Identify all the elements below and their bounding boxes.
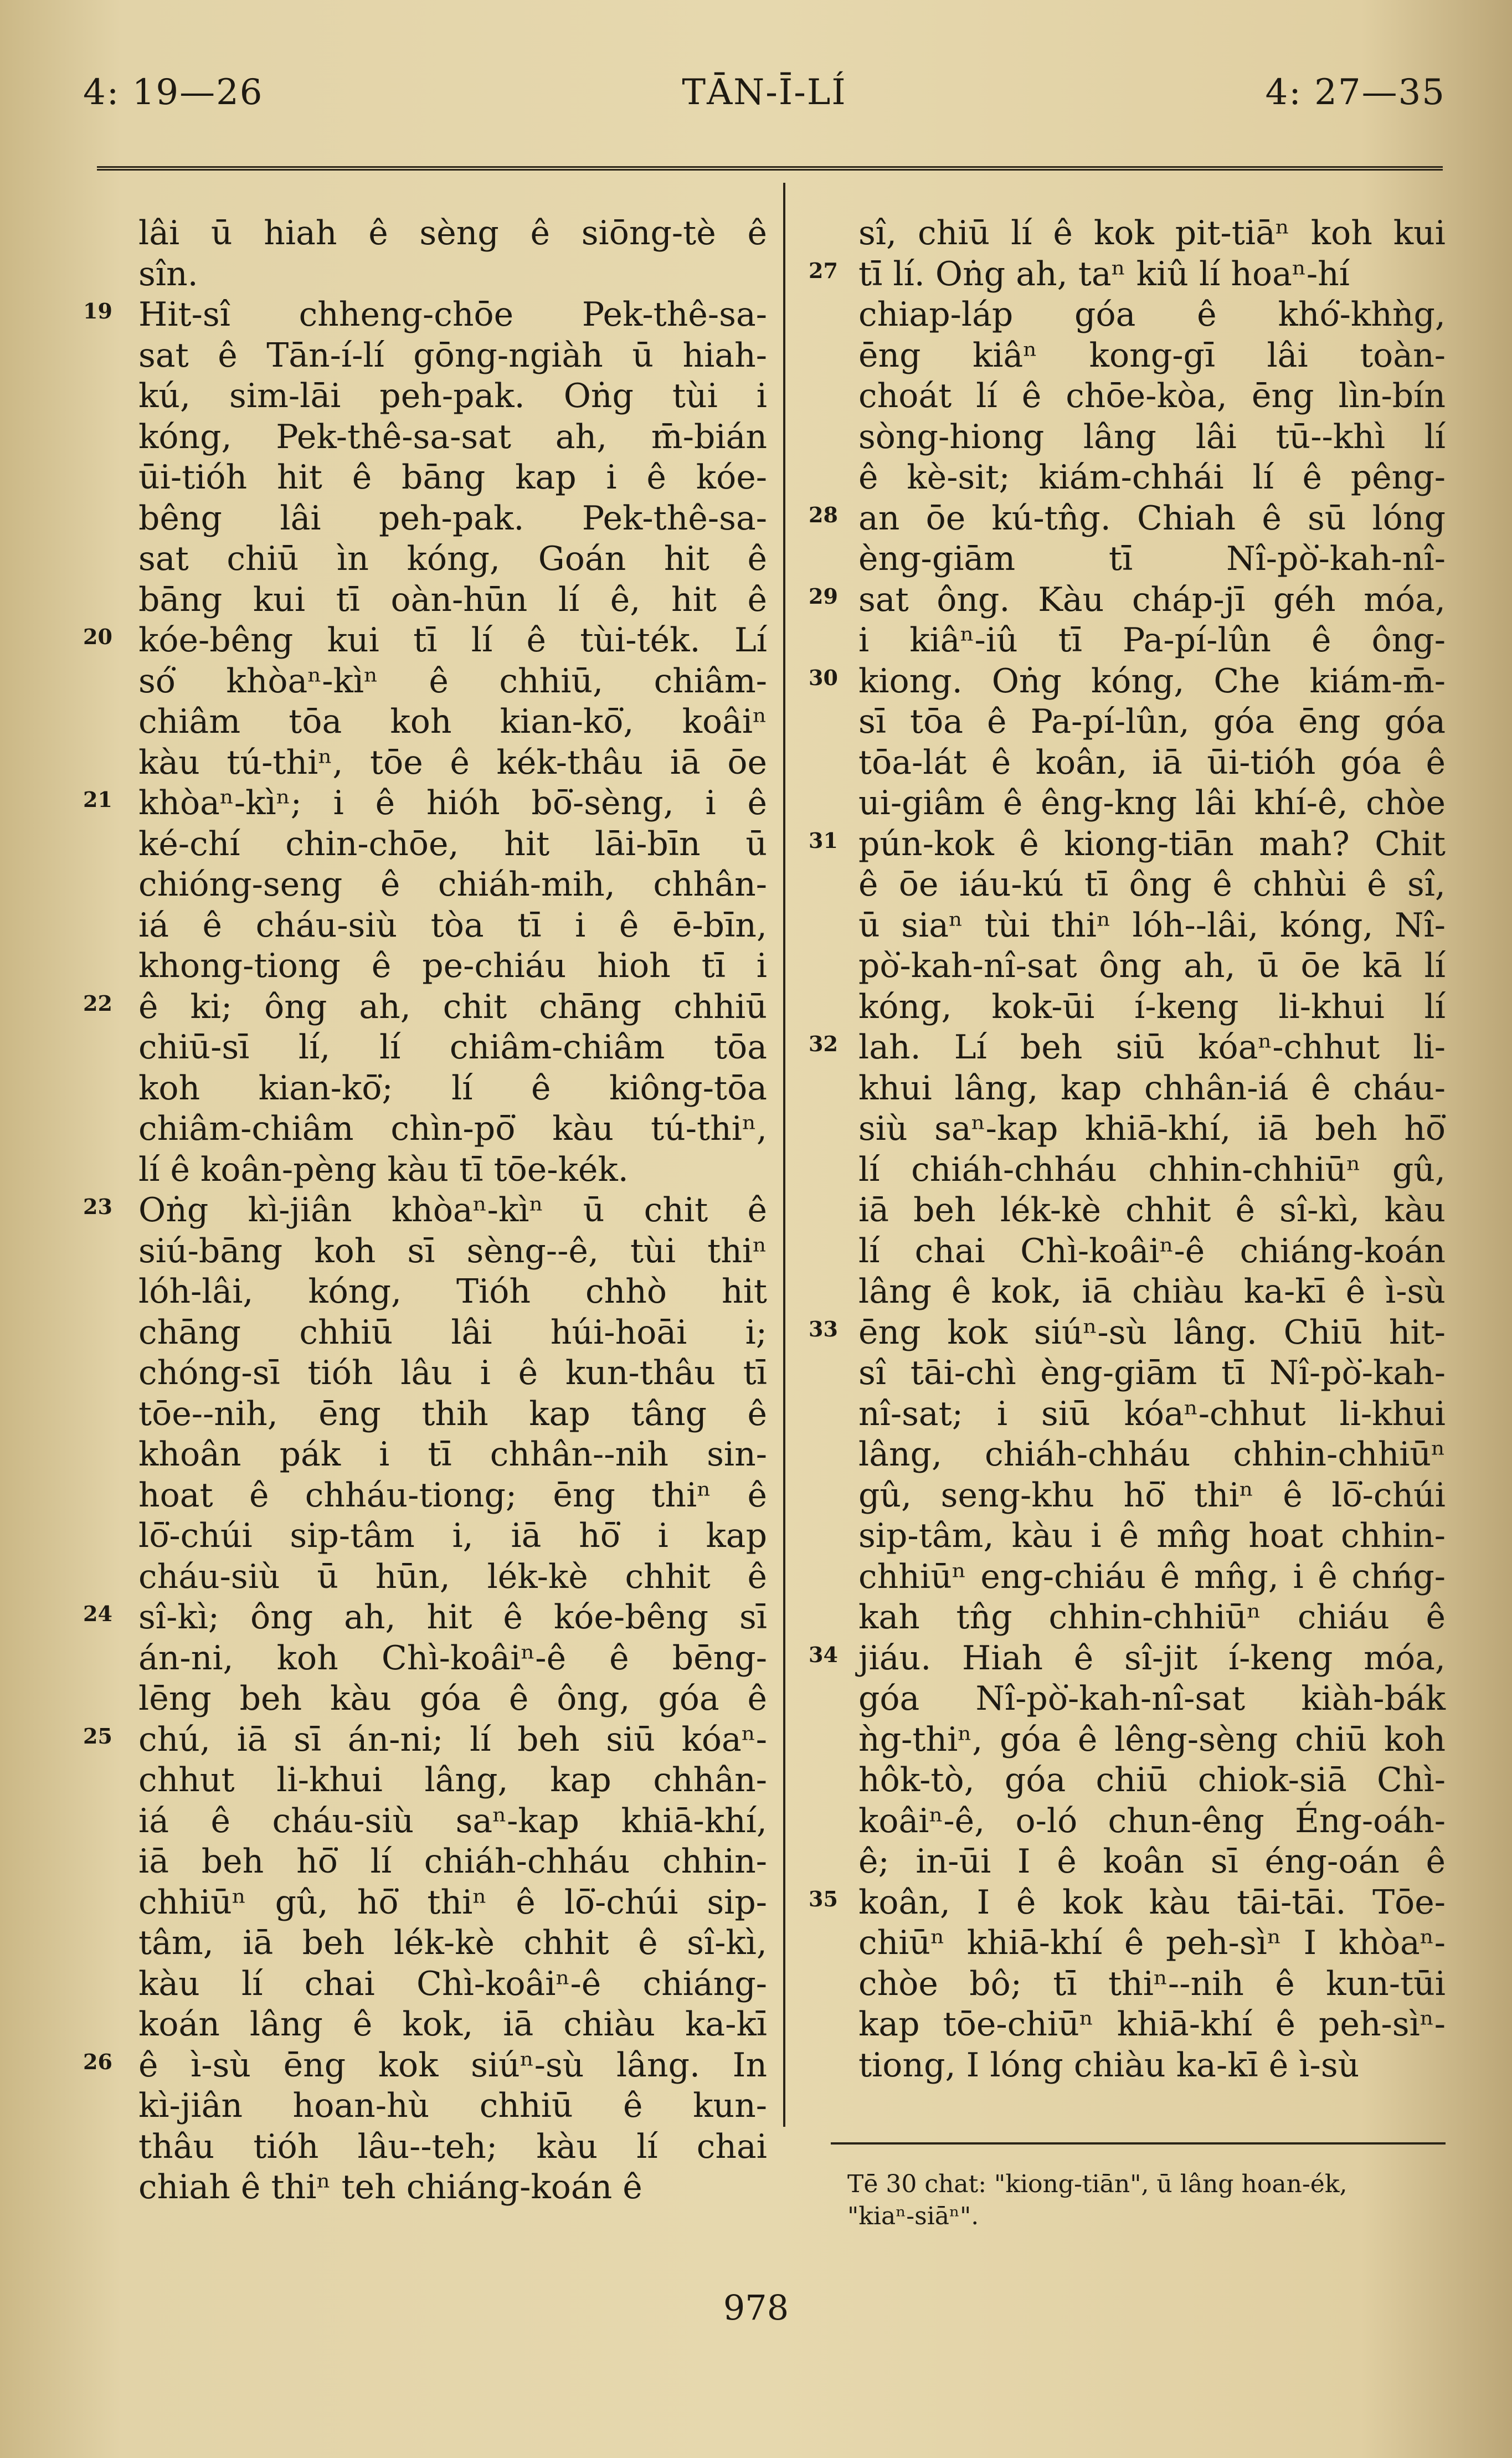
text-line — [138, 1557, 767, 1598]
header-right-range: 4: 27—35 — [1265, 72, 1446, 113]
footnote-line: Tē 30 chat: "kiong-tiān", ū lâng hoan-ék, — [847, 2170, 1348, 2198]
line-text: ê ki; ông ah, chit chāng chhiū — [138, 987, 767, 1026]
verse-number: 20 — [83, 624, 112, 649]
text-line — [138, 1760, 767, 1801]
line-text: tiong, I lóng chiàu ka-kī ê ì-sù — [858, 2045, 1360, 2085]
text-line — [858, 2004, 1446, 2045]
column-divider — [783, 183, 785, 2127]
line-text: lâng, chiáh-chháu chhin-chhiūⁿ — [858, 1435, 1446, 1474]
line-text: koân, I ê kok kàu tāi-tāi. Tōe- — [858, 1883, 1446, 1922]
verse-number: 24 — [83, 1601, 112, 1626]
text-line — [858, 1720, 1446, 1761]
line-text: ūi-tióh hit ê bāng kap i ê kóe- — [138, 458, 767, 497]
text-line — [83, 1720, 767, 1761]
text-line — [138, 865, 767, 906]
line-text: lí chai Chì-koâiⁿ-ê chiáng-koán — [858, 1231, 1446, 1271]
line-text: góa Nî-pò͘-kah-nî-sat kiàh-bák — [858, 1679, 1446, 1718]
line-text: sat ê Tān-í-lí gōng-ngiàh ū hiah- — [138, 336, 767, 375]
text-line — [858, 743, 1446, 784]
text-line — [858, 1516, 1446, 1557]
line-text: bêng lâi peh-pak. Pek-thê-sa- — [138, 498, 767, 538]
text-line — [138, 1434, 767, 1475]
text-line — [858, 539, 1446, 580]
right-column — [809, 213, 1446, 2086]
text-line — [138, 1964, 767, 2005]
text-line — [138, 254, 767, 295]
text-line — [138, 1353, 767, 1394]
line-text: ui-giâm ê êng-kng lâi khí-ê, chòe — [858, 784, 1446, 822]
line-text: chióng-seng ê chiáh-mih, chhân- — [138, 865, 767, 904]
text-line — [138, 1027, 767, 1068]
text-line — [138, 457, 767, 498]
text-line — [138, 336, 767, 377]
line-text: thâu tióh lâu--teh; kàu lí chai — [138, 2127, 767, 2166]
text-line — [138, 1394, 767, 1435]
text-line — [858, 1760, 1446, 1801]
text-line — [858, 213, 1446, 254]
line-text: kah tn̂g chhin-chhiūⁿ chiáu ê — [858, 1598, 1446, 1637]
line-text: iá ê cháu-siù tòa tī i ê ē-bīn, — [138, 906, 767, 945]
line-text: sî, chiū lí ê kok pit-tiāⁿ koh kui — [858, 214, 1446, 253]
line-text: kì-jiân hoan-hù chhiū ê kun- — [138, 2086, 767, 2125]
verse-number: 22 — [83, 990, 112, 1016]
line-text: Oṅg kì-jiân khòaⁿ-kìⁿ ū chit ê — [138, 1191, 767, 1230]
text-line — [138, 539, 767, 580]
page-number: 978 — [723, 2287, 789, 2328]
text-line — [138, 1679, 767, 1720]
verse-number: 29 — [809, 583, 838, 609]
line-text: siù saⁿ-kap khiā-khí, iā beh hō͘ — [858, 1109, 1446, 1148]
text-line — [858, 1068, 1446, 1109]
text-line — [138, 1068, 767, 1109]
text-line — [858, 1434, 1446, 1475]
verse-number: 31 — [809, 827, 838, 853]
verse-number: 33 — [809, 1316, 838, 1341]
text-line — [858, 1964, 1446, 2005]
text-line — [138, 1883, 767, 1924]
text-line — [138, 743, 767, 784]
line-text: cháu-siù ū hūn, lék-kè chhit ê — [138, 1557, 767, 1596]
text-line — [858, 987, 1446, 1028]
line-text: sî tāi-chì èng-giām tī Nî-pò͘-kah- — [858, 1354, 1446, 1392]
line-text: chóng-sī tióh lâu i ê kun-thâu tī — [138, 1354, 767, 1392]
line-text: hoat ê chháu-tiong; ēng thiⁿ ê — [138, 1475, 767, 1515]
text-line — [858, 1597, 1446, 1638]
line-text: khoân pák i tī chhân--nih sin- — [138, 1435, 767, 1474]
text-line — [138, 1923, 767, 1964]
line-text: tī lí. Oṅg ah, taⁿ kiû lí hoaⁿ-hí — [858, 254, 1350, 294]
verse-number: 19 — [83, 299, 112, 323]
line-text: pò͘-kah-nî-sat ông ah, ū ōe kā lí — [858, 947, 1446, 985]
text-line — [138, 1231, 767, 1272]
line-text: khong-tiong ê pe-chiáu hioh tī i — [138, 947, 767, 985]
text-line — [858, 906, 1446, 947]
text-line — [858, 1394, 1446, 1435]
line-text: chāng chhiū lâi húi-hoāi i; — [138, 1313, 767, 1352]
text-line — [138, 2004, 767, 2045]
line-text: chhiūⁿ gû, hō͘ thiⁿ ê lō͘-chúi sip- — [138, 1883, 767, 1922]
text-line — [138, 498, 767, 539]
text-line — [138, 1272, 767, 1313]
text-line — [858, 1353, 1446, 1394]
line-text: kàu lí chai Chì-koâiⁿ-ê chiáng- — [138, 1964, 767, 2003]
text-line — [858, 702, 1446, 743]
text-line — [138, 1516, 767, 1557]
text-line — [809, 498, 1446, 539]
text-line — [138, 2167, 767, 2208]
line-text: lēng beh kàu góa ê ông, góa ê — [138, 1679, 767, 1718]
line-text: ê; in-ūi I ê koân sī éng-oán ê — [858, 1842, 1446, 1881]
page-header — [83, 72, 1446, 116]
line-text: só͘ khòaⁿ-kìⁿ ê chhiū, chiâm- — [138, 661, 767, 701]
text-line — [138, 824, 767, 865]
text-line — [83, 1190, 767, 1231]
line-text: lóh-lâi, kóng, Tióh chhò hit — [138, 1272, 767, 1311]
text-line — [858, 1272, 1446, 1313]
text-line — [83, 2045, 767, 2086]
text-line — [138, 1109, 767, 1150]
line-text: ēng kiâⁿ kong-gī lâi toàn- — [858, 336, 1446, 375]
line-text: kàu tú-thiⁿ, tōe ê kék-thâu iā ōe — [138, 743, 767, 782]
line-text: pún-kok ê kiong-tiān mah? Chit — [858, 824, 1446, 863]
line-text: bāng kui tī oàn-hūn lí ê, hit ê — [138, 580, 767, 619]
line-text: khui lâng, kap chhân-iá ê cháu- — [858, 1068, 1446, 1108]
line-text: hôk-tò, góa chiū chiok-siā Chì- — [858, 1761, 1446, 1799]
text-line — [138, 2127, 767, 2168]
verse-number: 26 — [83, 2049, 112, 2074]
line-text: jiáu. Hiah ê sî-jit í-keng móa, — [858, 1638, 1446, 1678]
text-line — [858, 1557, 1446, 1598]
footnote-line: "kiaⁿ-siāⁿ". — [847, 2202, 979, 2230]
text-line — [858, 457, 1446, 498]
text-line — [809, 1027, 1446, 1068]
line-text: khòaⁿ-kìⁿ; i ê hióh bō͘-sèng, i ê — [138, 784, 767, 822]
verse-number: 21 — [83, 787, 112, 812]
line-text: ū siaⁿ tùi thiⁿ lóh--lâi, kóng, Nî- — [858, 906, 1446, 945]
line-text: koán lâng ê kok, iā chiàu ka-kī — [138, 2005, 767, 2044]
text-line — [138, 1638, 767, 1679]
line-text: Hit-sî chheng-chōe Pek-thê-sa- — [138, 295, 767, 334]
verse-number: 35 — [809, 1886, 838, 1911]
left-column — [83, 213, 767, 2208]
header-left-range: 4: 19—26 — [83, 72, 264, 113]
text-line — [138, 417, 767, 458]
text-line — [858, 1109, 1446, 1150]
text-line — [809, 580, 1446, 621]
text-line — [138, 1801, 767, 1842]
text-line — [138, 1150, 767, 1191]
line-text: án-ni, koh Chì-koâiⁿ-ê ê bēng- — [138, 1638, 767, 1678]
text-line — [858, 295, 1446, 336]
line-text: koh kian-kō͘; lí ê kiông-tōa — [138, 1068, 767, 1108]
line-text: chhut li-khui lâng, kap chhân- — [138, 1761, 767, 1799]
line-text: lah. Lí beh siū kóaⁿ-chhut li- — [858, 1028, 1446, 1067]
text-line — [858, 2045, 1446, 2086]
text-line — [138, 1313, 767, 1354]
verse-number: 28 — [809, 502, 838, 527]
text-line — [858, 1231, 1446, 1272]
line-text: chòe bô; tī thiⁿ--nih ê kun-tūi — [858, 1964, 1446, 2003]
text-line — [809, 254, 1446, 295]
line-text: chú, iā sī án-ni; lí beh siū kóaⁿ- — [138, 1720, 767, 1759]
footnote-rule — [831, 2142, 1446, 2145]
line-text: tâm, iā beh lék-kè chhit ê sî-kì, — [138, 1924, 767, 1962]
line-text: chhiūⁿ eng-chiáu ê mn̂g, i ê chńg- — [858, 1557, 1446, 1596]
line-text: èng-giām tī Nî-pò͘-kah-nî- — [858, 539, 1446, 578]
text-line — [858, 1150, 1446, 1191]
line-text: an ōe kú-tn̂g. Chiah ê sū lóng — [858, 498, 1446, 538]
text-line — [138, 213, 767, 254]
text-line — [858, 1923, 1446, 1964]
text-line — [83, 783, 767, 824]
footnote — [847, 2168, 1446, 2233]
text-line — [83, 295, 767, 336]
text-line — [858, 620, 1446, 661]
line-text: kóe-bêng kui tī lí ê tùi-ték. Lí — [138, 621, 767, 660]
text-line — [138, 1842, 767, 1883]
line-text: tōa-lát ê koân, iā ūi-tióh góa ê — [858, 743, 1446, 782]
line-text: chiâm-chiâm chìn-pō͘ kàu tú-thiⁿ, — [138, 1109, 767, 1148]
text-line — [858, 865, 1446, 906]
text-line — [138, 2086, 767, 2127]
text-line — [138, 580, 767, 621]
line-text: choát lí ê chōe-kòa, ēng lìn-bín — [858, 377, 1446, 415]
line-text: iā beh hō͘ lí chiáh-chháu chhin- — [138, 1842, 767, 1881]
line-text: sòng-hiong lâng lâi tū--khì lí — [858, 417, 1446, 456]
line-text: ê kè-sit; kiám-chhái lí ê pêng- — [858, 458, 1446, 497]
line-text: chiūⁿ khiā-khí ê peh-sìⁿ I khòaⁿ- — [858, 1924, 1446, 1962]
line-text: iā beh lék-kè chhit ê sî-kì, kàu — [858, 1191, 1446, 1230]
line-text: sîn. — [138, 254, 198, 294]
line-text: lí ê koân-pèng kàu tī tōe-kék. — [138, 1150, 629, 1189]
line-text: chiah ê thiⁿ teh chiáng-koán ê — [138, 2168, 642, 2207]
text-line — [858, 1842, 1446, 1883]
text-line — [858, 783, 1446, 824]
text-line — [138, 906, 767, 947]
line-text: tōe--nih, ēng thih kap tâng ê — [138, 1394, 767, 1433]
line-text: kóng, kok-ūi í-keng li-khui lí — [858, 987, 1446, 1026]
line-text: sat chiū ìn kóng, Goán hit ê — [138, 539, 767, 578]
line-text: lō͘-chúi sip-tâm i, iā hō͘ i kap — [138, 1516, 767, 1555]
text-line — [809, 824, 1446, 865]
text-line — [809, 1883, 1446, 1924]
line-text: lí chiáh-chháu chhin-chhiūⁿ gû, — [858, 1150, 1446, 1189]
text-line — [858, 1190, 1446, 1231]
line-text: ǹg-thiⁿ, góa ê lêng-sèng chiū koh — [858, 1720, 1446, 1759]
line-text: ēng kok siúⁿ-sù lâng. Chiū hit- — [858, 1313, 1446, 1352]
line-text: sat ông. Kàu cháp-jī géh móa, — [858, 580, 1446, 619]
text-line — [809, 1638, 1446, 1679]
text-line — [858, 1801, 1446, 1842]
line-text: kiong. Oṅg kóng, Che kiám-m̄- — [858, 661, 1446, 701]
text-line — [809, 661, 1446, 702]
text-line — [858, 946, 1446, 987]
line-text: kap tōe-chiūⁿ khiā-khí ê peh-sìⁿ- — [858, 2005, 1446, 2044]
text-line — [138, 946, 767, 987]
line-text: chiap-láp góa ê khó͘-khǹg, — [858, 295, 1446, 334]
line-text: lâi ū hiah ê sèng ê siōng-tè ê — [138, 214, 767, 253]
line-text: chiū-sī lí, lí chiâm-chiâm tōa — [138, 1028, 767, 1067]
verse-number: 32 — [809, 1031, 838, 1056]
text-line — [83, 620, 767, 661]
line-text: ê ōe iáu-kú tī ông ê chhùi ê sî, — [858, 865, 1446, 904]
line-text: chiâm tōa koh kian-kō͘, koâiⁿ — [138, 702, 767, 741]
verse-number: 23 — [83, 1194, 112, 1219]
line-text: kú, sim-lāi peh-pak. Oṅg tùi i — [138, 377, 767, 415]
text-line — [83, 1597, 767, 1638]
text-line — [858, 1475, 1446, 1516]
line-text: iá ê cháu-siù saⁿ-kap khiā-khí, — [138, 1801, 767, 1840]
line-text: ké-chí chin-chōe, hit lāi-bīn ū — [138, 824, 767, 863]
line-text: siú-bāng koh sī sèng--ê, tùi thiⁿ — [138, 1231, 767, 1271]
text-line — [858, 1679, 1446, 1720]
text-line — [809, 1313, 1446, 1354]
verse-number: 34 — [809, 1642, 838, 1667]
line-text: ê ì-sù ēng kok siúⁿ-sù lâng. In — [138, 2045, 767, 2085]
line-text: sī tōa ê Pa-pí-lûn, góa ēng góa — [858, 702, 1446, 741]
text-line — [138, 376, 767, 417]
text-line — [858, 336, 1446, 377]
line-text: lâng ê kok, iā chiàu ka-kī ê ì-sù — [858, 1272, 1446, 1311]
header-title: TĀN-Ī-LÍ — [682, 72, 847, 113]
text-line — [138, 1475, 767, 1516]
text-line — [858, 417, 1446, 458]
text-line — [858, 376, 1446, 417]
line-text: kóng, Pek-thê-sa-sat ah, m̄-bián — [138, 417, 767, 456]
line-text: sip-tâm, kàu i ê mn̂g hoat chhin- — [858, 1516, 1446, 1555]
text-line — [138, 661, 767, 702]
line-text: i kiâⁿ-iû tī Pa-pí-lûn ê ông- — [858, 621, 1446, 660]
text-line — [83, 987, 767, 1028]
line-text: gû, seng-khu hō͘ thiⁿ ê lō͘-chúi — [858, 1475, 1446, 1515]
line-text: sî-kì; ông ah, hit ê kóe-bêng sī — [138, 1598, 767, 1637]
line-text: nî-sat; i siū kóaⁿ-chhut li-khui — [858, 1394, 1446, 1433]
header-rule — [97, 166, 1443, 171]
text-line — [138, 702, 767, 743]
verse-number: 25 — [83, 1723, 112, 1749]
verse-number: 27 — [809, 258, 838, 283]
line-text: koâiⁿ-ê, o-ló chun-êng Éng-oáh- — [858, 1801, 1446, 1840]
verse-number: 30 — [809, 665, 838, 690]
